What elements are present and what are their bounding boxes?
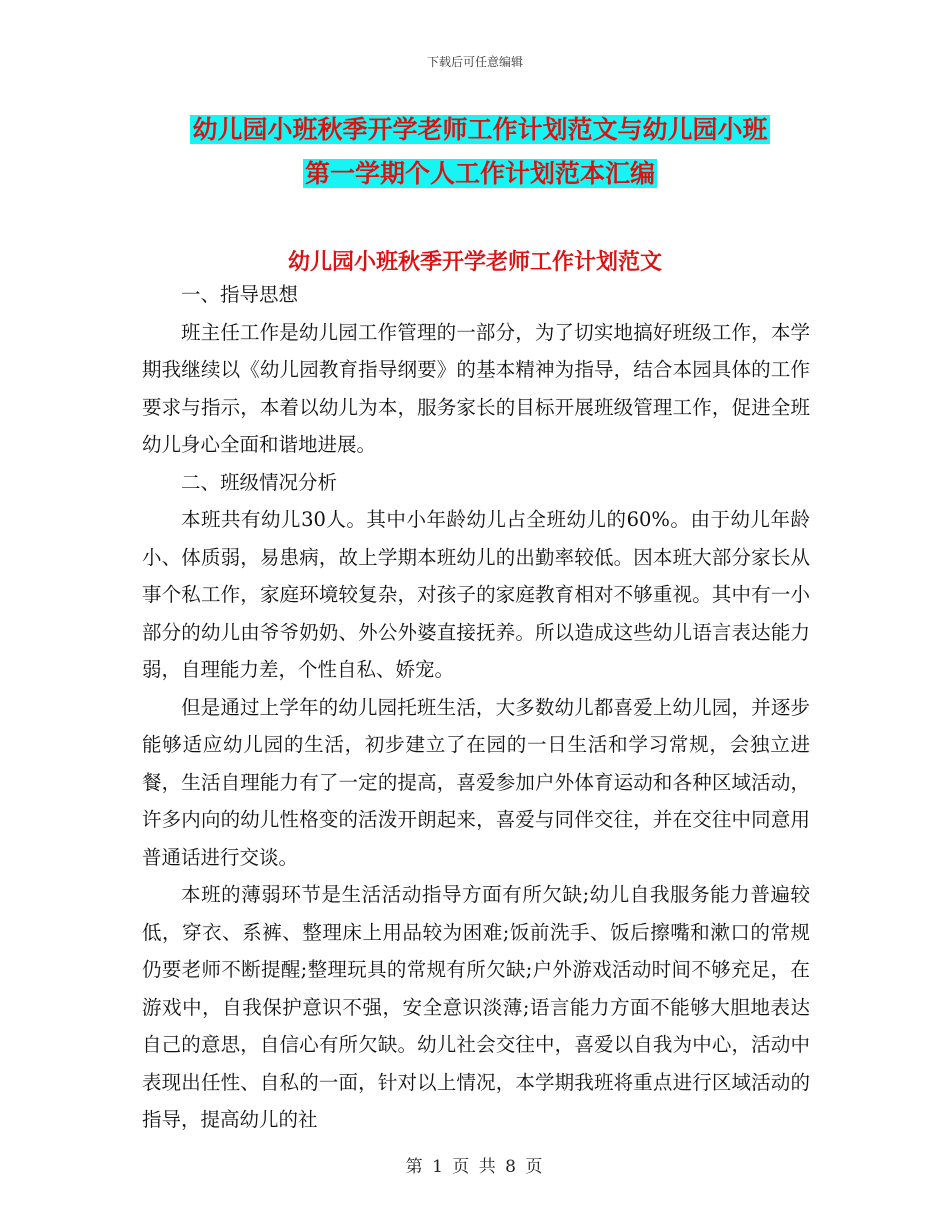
section-title: 幼儿园小班秋季开学老师工作计划范文 [287,249,662,275]
paragraph: 本班的薄弱环节是生活活动指导方面有所欠缺;幼儿自我服务能力普遍较低，穿衣、系裤、整理床上用品较为困难;饭前洗手、饭后擦嘴和漱口的常规仍要老师不断提醒;整理玩具的常规有所欠缺;户外游戏活动时间不够充足，在游戏中，自我保护意识不强，安全意识淡薄;语言能力方面不能够大胆地表达自己的意思，自信心有所欠缺。幼儿社会交往中，喜爱以自我为中心，活动中表现出任性、自私的一面，针对以上情况，本学期我班将重点进行区域活动的指导，提高幼儿的社 [142,883,810,1131]
paragraph: 本班共有幼儿30人。其中小年龄幼儿占全班幼儿的60%。由于幼儿年龄小、体质弱，易患病，故上学期本班幼儿的出勤率较低。因本班大部分家长从事个私工作，家庭环境较复杂，对孩子的家庭教育相对不够重视。其中有一小部分的幼儿由爷爷奶奶、外公外婆直接抚养。所以造成这些幼儿语言表达能力弱，自理能力差，个性自私、娇宠。 [142,508,810,681]
page-footer: 第 1 页 共 8 页 [405,1157,545,1177]
document-title-line-2: 第一学期个人工作计划范本汇编 [304,159,655,188]
paragraph: 班主任工作是幼儿园工作管理的一部分，为了切实地搞好班级工作，本学期我继续以《幼儿园教育指导纲要》的基本精神为指导，结合本园具体的工作要求与指示，本着以幼儿为本，服务家长的目标开展班级管理工作，促进全班幼儿身心全面和谐地进展。 [142,320,810,456]
header-note: 下载后可任意编辑 [426,55,523,69]
heading-guiding-ideology: 一、指导思想 [181,283,299,306]
document-title-line-1: 幼儿园小班秋季开学老师工作计划范文与幼儿园小班 [192,115,768,144]
document-title [140,108,820,196]
heading-class-analysis: 二、班级情况分析 [181,470,338,494]
paragraph: 但是通过上学年的幼儿园托班生活，大多数幼儿都喜爱上幼儿园，并逐步能够适应幼儿园的生活，初步建立了在园的一日生活和学习常规，会独立进餐，生活自理能力有了一定的提高，喜爱参加户外体育运动和各种区域活动，许多内向的幼儿性格变的活泼开朗起来，喜爱与同伴交往，并在交往中同意用普通话进行交谈。 [142,695,810,869]
body-text [142,276,810,1139]
